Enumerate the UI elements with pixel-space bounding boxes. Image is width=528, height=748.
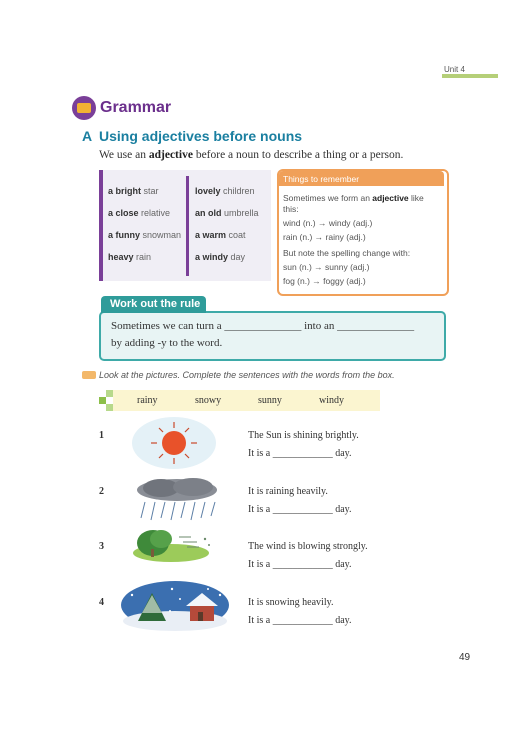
example-right-3: a warm coat [195,230,246,240]
item-sentence-1: The Sun is shining brightly. [248,430,359,441]
rain-illustration [131,476,223,524]
example-right-2: an old umbrella [195,208,259,218]
section-letter: A [82,128,93,144]
examples-divider [186,176,189,276]
word-box-icon [99,390,113,411]
wind-illustration [131,527,217,563]
word-rainy: rainy [137,395,158,406]
item-number-4: 4 [99,597,104,608]
remember-example-3: sun (n.) → sunny (adj.) [283,262,370,272]
page-number: 49 [459,652,471,663]
remember-line-1: Sometimes we form an adjective like [283,193,424,203]
rule-line-2: by adding -y to the word. [111,337,223,349]
remember-example-2: rain (n.) → rainy (adj.) [283,232,366,242]
example-right-1: lovely children [195,186,255,196]
item-blank-1: It is a ____________ day. [248,448,352,459]
item-number-2: 2 [99,486,104,497]
grammar-title: Grammar [100,99,172,116]
word-windy: windy [319,395,344,406]
item-blank-3: It is a ____________ day. [248,559,352,570]
grammar-badge-emblem [77,103,91,113]
example-left-4: heavy rain [108,252,152,262]
item-blank-2: It is a ____________ day. [248,504,352,515]
remember-line-2: this: [283,204,299,214]
word-sunny: sunny [258,395,282,406]
rule-line-1: Sometimes we can turn a ______________ into an ______________ [111,320,415,332]
section-title: Using adjectives before nouns [99,128,303,144]
snow-illustration [120,581,230,633]
exercise-marker [82,371,96,379]
example-left-2: a close relative [108,208,171,218]
intro-text: We use an adjective before a noun to describe a thing or a person. [99,149,404,161]
sun-illustration [131,416,217,470]
item-number-3: 3 [99,541,104,552]
example-left-3: a funny snowman [108,230,182,240]
rule-box [99,311,446,361]
example-left-1: a bright star [108,186,159,196]
item-sentence-3: The wind is blowing strongly. [248,541,368,552]
remember-line-3: But note the spelling change with: [283,248,411,258]
item-number-1: 1 [99,430,104,441]
unit-bar [442,74,498,78]
item-sentence-2: It is raining heavily. [248,486,328,497]
remember-title: Things to remember [283,174,360,184]
word-snowy: snowy [195,395,222,406]
remember-example-4: fog (n.) → foggy (adj.) [283,276,366,286]
item-sentence-4: It is snowing heavily. [248,597,334,608]
example-right-4: a windy day [195,252,246,262]
rule-title: Work out the rule [110,298,201,310]
exercise-instruction: Look at the pictures. Complete the sentences with the words from the box. [99,370,395,380]
item-blank-4: It is a ____________ day. [248,615,352,626]
remember-example-1: wind (n.) → windy (adj.) [283,218,373,228]
unit-label: Unit 4 [444,65,465,74]
